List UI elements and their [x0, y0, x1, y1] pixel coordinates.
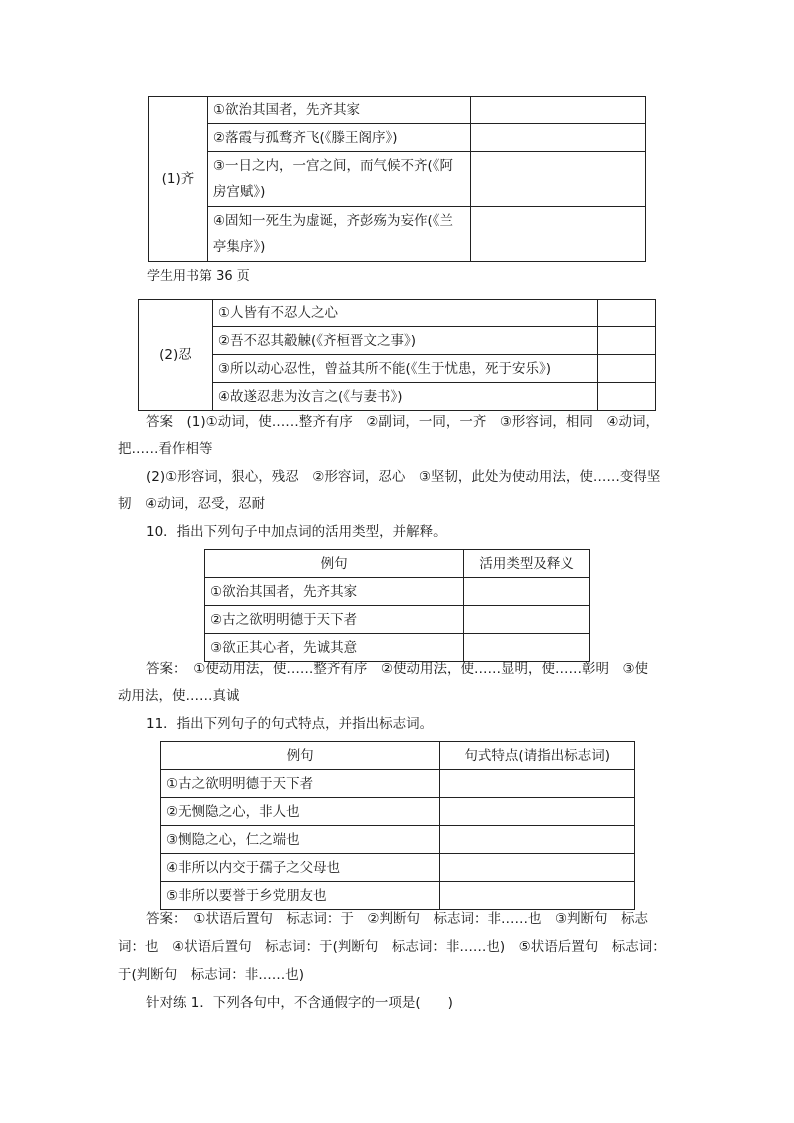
table-ren	[138, 299, 656, 411]
q11-answer-cell-2	[440, 798, 635, 826]
table-ren-answer-cell-3	[598, 355, 656, 383]
table-qi-answer-cell-3	[471, 152, 646, 207]
q10-row-2: ②古之欲明明德于天下者	[205, 606, 464, 634]
q10-title: 10．指出下列句子中加点词的活用类型，并解释。	[146, 524, 447, 540]
q10-answer-line-1: 答案： ①使动用法，使……整齐有序 ②使动用法，使……显明，使……彰明 ③使	[146, 661, 649, 677]
table-qi	[148, 96, 646, 262]
answer9-line-4: 韧 ④动词，忍受，忍耐	[118, 496, 266, 512]
table-ren-row-2: ②吾不忍其觳觫(《齐桓晋文之事》)	[212, 327, 597, 355]
table-qi-answer-cell-2	[471, 124, 646, 152]
q11-row-5: ⑤非所以要誉于乡党朋友也	[161, 882, 440, 910]
table-ren-answer-cell-4	[598, 383, 656, 411]
table-ren-answer-cell-2	[598, 327, 656, 355]
q11-header-pattern: 句式特点(请指出标志词)	[440, 742, 635, 770]
q10-table	[204, 549, 590, 662]
table-qi-row-4: ④固知一死生为虚诞，齐彭殇为妄作(《兰 亭集序》)	[207, 207, 470, 262]
table-qi-answer-cell-1	[471, 97, 646, 124]
table-qi-row-3: ③一日之内，一宫之间，而气候不齐(《阿 房宫赋》)	[207, 152, 470, 207]
q11-answer-cell-1	[440, 770, 635, 798]
table-qi-answer-cell-4	[471, 207, 646, 262]
q10-header-usage: 活用类型及释义	[464, 550, 590, 578]
q11-answer-line-3: 于(判断句 标志词：非……也)	[118, 967, 305, 983]
table-ren-row-3: ③所以动心忍性，曾益其所不能(《生于忧患，死于安乐》)	[212, 355, 597, 383]
table-qi-row-1: ①欲治其国者，先齐其家	[207, 97, 470, 124]
q10-answer-cell-2	[464, 606, 590, 634]
q11-header-example: 例句	[161, 742, 440, 770]
answer9-line-1: 答案 (1)①动词，使……整齐有序 ②副词，一同，一齐 ③形容词，相同 ④动词，	[146, 414, 660, 430]
table-ren-label: (2)忍	[139, 300, 213, 411]
table-ren-row-1: ①人皆有不忍人之心	[212, 300, 597, 327]
table-qi-label: (1)齐	[149, 97, 208, 262]
q10-row-3: ③欲正其心者，先诚其意	[205, 634, 464, 662]
q11-answer-cell-3	[440, 826, 635, 854]
drill-question: 针对练 1．下列各句中，不含通假字的一项是( )	[146, 995, 453, 1011]
q10-answer-line-2: 动用法，使……真诚	[118, 688, 240, 704]
table-ren-row-4: ④故遂忍悲为汝言之(《与妻书》)	[212, 383, 597, 411]
table-ren-answer-cell-1	[598, 300, 656, 327]
answer9-line-2: 把……看作相等	[118, 441, 213, 457]
table-qi-row-2: ②落霞与孤鹜齐飞(《滕王阁序》)	[207, 124, 470, 152]
q11-answer-line-1: 答案： ①状语后置句 标志词：于 ②判断句 标志词：非……也 ③判断句 标志	[146, 911, 649, 927]
q11-title: 11．指出下列句子的句式特点，并指出标志词。	[146, 716, 434, 732]
q11-answer-line-2: 词：也 ④状语后置句 标志词：于(判断句 标志词：非……也) ⑤状语后置句 标志词：	[118, 939, 666, 955]
q10-header-example: 例句	[205, 550, 464, 578]
answer9-line-3: (2)①形容词，狠心，残忍 ②形容词，忍心 ③坚韧，此处为使动用法，使……变得坚	[146, 469, 661, 485]
q10-row-1: ①欲治其国者，先齐其家	[205, 578, 464, 606]
q11-row-3: ③恻隐之心，仁之端也	[161, 826, 440, 854]
q10-answer-cell-1	[464, 578, 590, 606]
q11-answer-cell-4	[440, 854, 635, 882]
page-note: 学生用书第 36 页	[147, 269, 250, 284]
q11-table	[160, 741, 635, 910]
q11-row-1: ①古之欲明明德于天下者	[161, 770, 440, 798]
q11-row-2: ②无恻隐之心，非人也	[161, 798, 440, 826]
q11-row-4: ④非所以内交于孺子之父母也	[161, 854, 440, 882]
